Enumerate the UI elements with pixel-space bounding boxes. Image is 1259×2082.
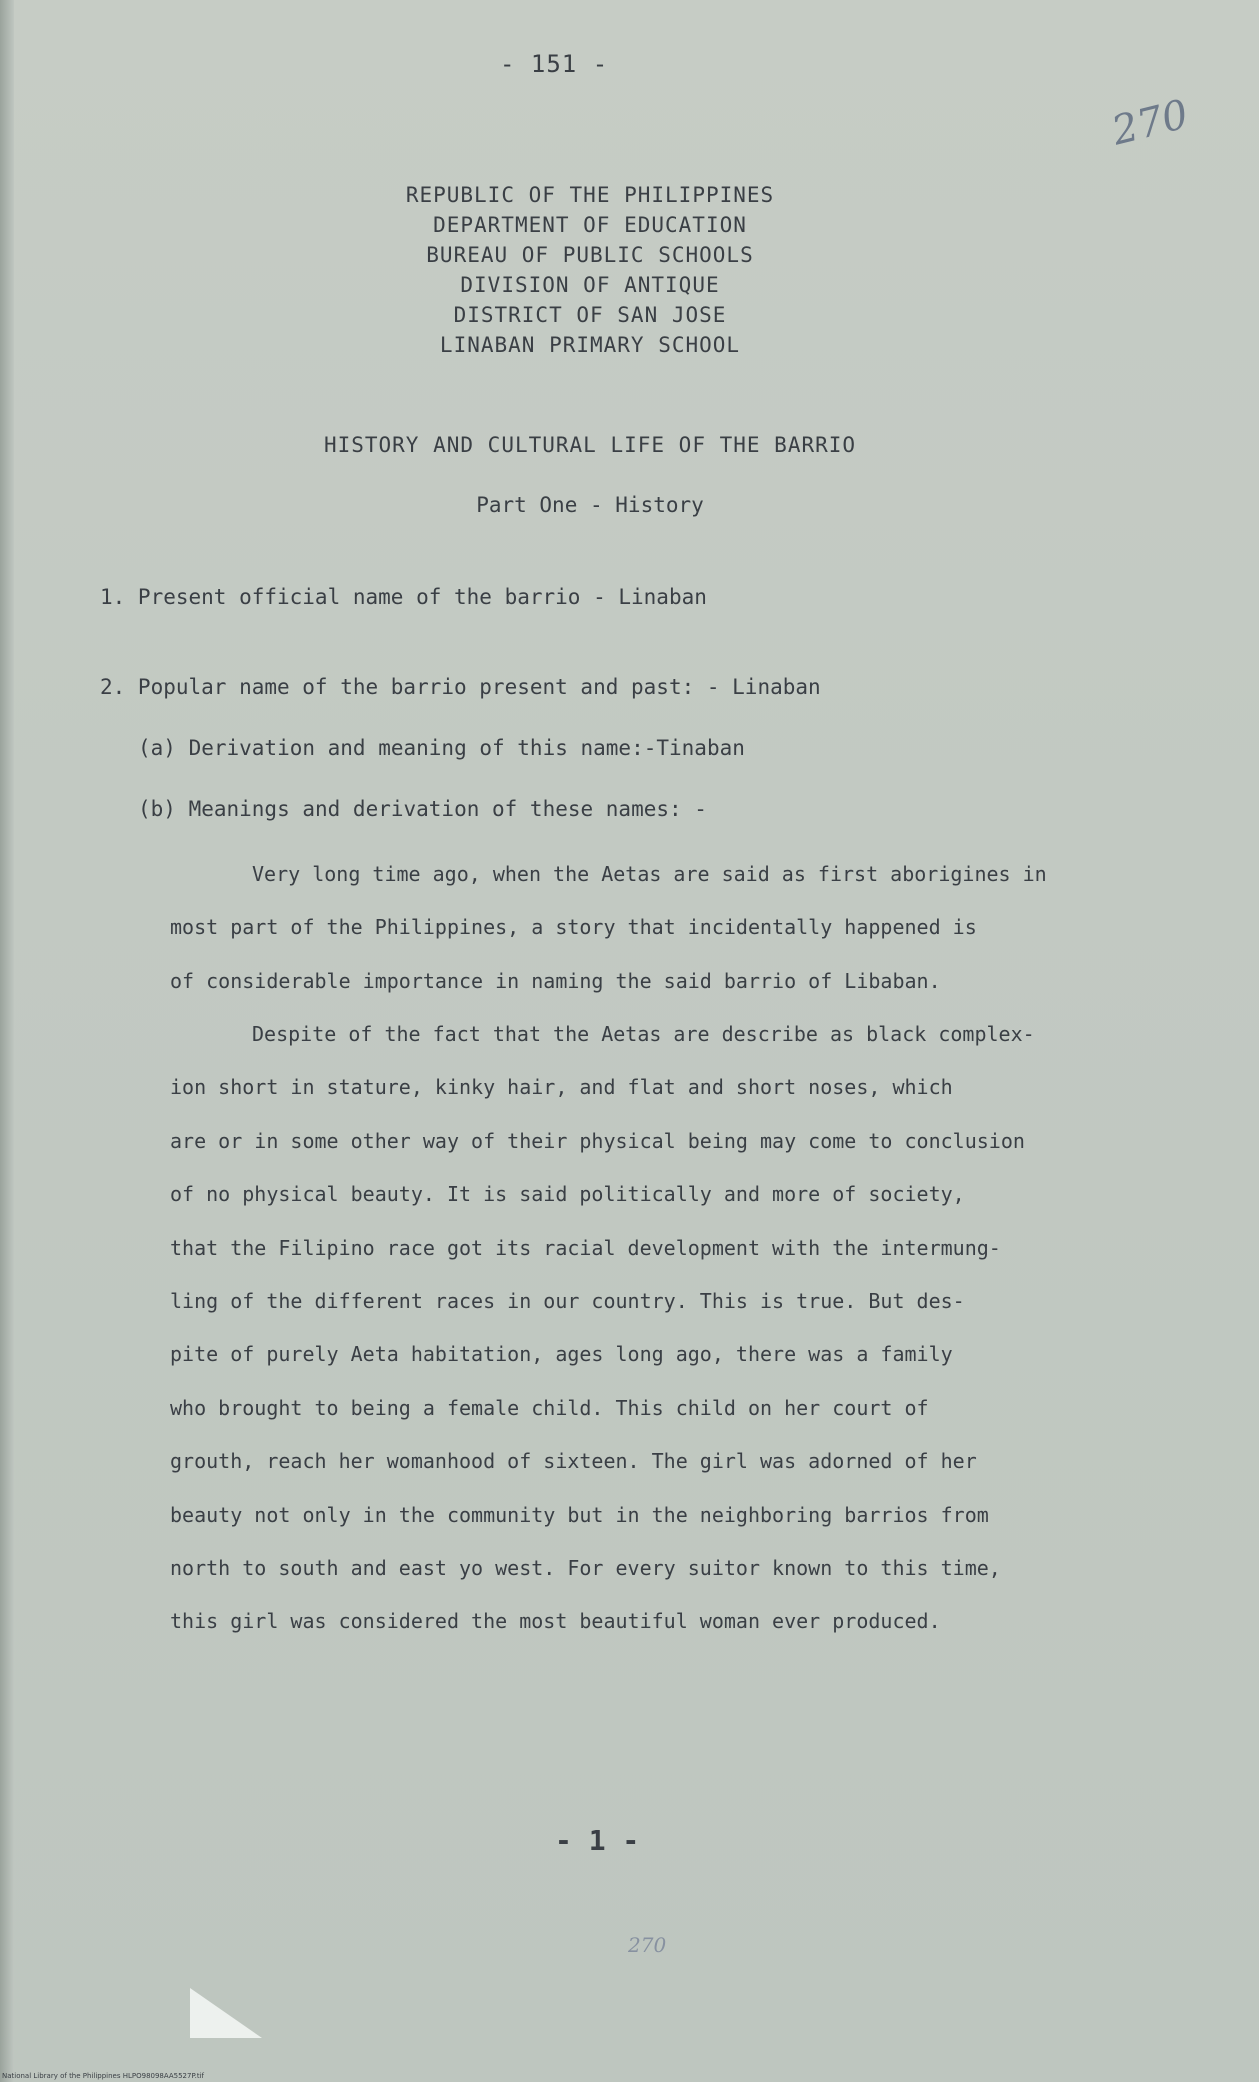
header-line-school: LINABAN PRIMARY SCHOOL xyxy=(439,333,741,357)
letterhead xyxy=(0,180,1180,360)
item-derivation: (a) Derivation and meaning of this name:-Tinaban xyxy=(138,736,745,760)
paragraph-line: beauty not only in the community but in the neighboring barrios from xyxy=(170,1502,989,1527)
paragraph-line: Despite of the fact that the Aetas are describe as black complex- xyxy=(252,1022,1035,1046)
paragraph-line: most part of the Philippines, a story that incidentally happened is xyxy=(170,915,977,940)
paragraph-line: of no physical beauty. It is said politically and more of society, xyxy=(170,1182,965,1207)
paragraph-line: Very long time ago, when the Aetas are said as first aborigines in xyxy=(252,862,1047,886)
stamped-number: 270 xyxy=(628,1933,667,1957)
paragraph-line: north to south and east yo west. For every suitor known to this time, xyxy=(170,1556,1001,1581)
paragraph-line: ion short in stature, kinky hair, and flat and short noses, which xyxy=(170,1075,953,1100)
paragraph-line: ling of the different races in our country. This is true. But des- xyxy=(170,1289,965,1314)
archive-caption: National Library of the Philippines HLPO98098AA5527P.tif xyxy=(2,2072,204,2080)
header-line-department: DEPARTMENT OF EDUCATION xyxy=(433,213,747,237)
paragraph-line: this girl was considered the most beautiful woman ever produced. xyxy=(170,1609,941,1634)
header-line-division: DIVISION OF ANTIQUE xyxy=(460,273,720,297)
paragraph-line: pite of purely Aeta habitation, ages long ago, there was a family xyxy=(170,1342,953,1367)
paragraph-origin xyxy=(170,848,1200,1008)
item-official-name: 1. Present official name of the barrio - Linaban xyxy=(100,585,707,609)
paper-corner-fold xyxy=(190,1988,262,2038)
header-line-district: DISTRICT OF SAN JOSE xyxy=(453,303,727,327)
section-title: HISTORY AND CULTURAL LIFE OF THE BARRIO xyxy=(323,433,857,457)
paragraph-line: are or in some other way of their physical being may come to conclusion xyxy=(170,1128,1025,1153)
header-line-bureau: BUREAU OF PUBLIC SCHOOLS xyxy=(426,243,754,267)
paragraph-line: that the Filipino race got its racial development with the intermung- xyxy=(170,1235,1001,1260)
paragraph-line: grouth, reach her womanhood of sixteen. The girl was adorned of her xyxy=(170,1449,977,1474)
page-number: - 151 - xyxy=(500,50,609,78)
item-popular-name: 2. Popular name of the barrio present and past: - Linaban xyxy=(100,675,821,699)
part-title: Part One - History xyxy=(476,493,704,517)
paragraph-story xyxy=(170,1008,1200,1649)
handwritten-page-number: 270 xyxy=(1107,91,1193,155)
paragraph-line: who brought to being a female child. This child on her court of xyxy=(170,1395,929,1420)
item-meanings: (b) Meanings and derivation of these names: - xyxy=(138,797,707,821)
paragraph-line: of considerable importance in naming the said barrio of Libaban. xyxy=(170,968,941,993)
footer-page-number: - 1 - xyxy=(555,1824,640,1857)
header-line-republic: REPUBLIC OF THE PHILIPPINES xyxy=(405,183,775,207)
